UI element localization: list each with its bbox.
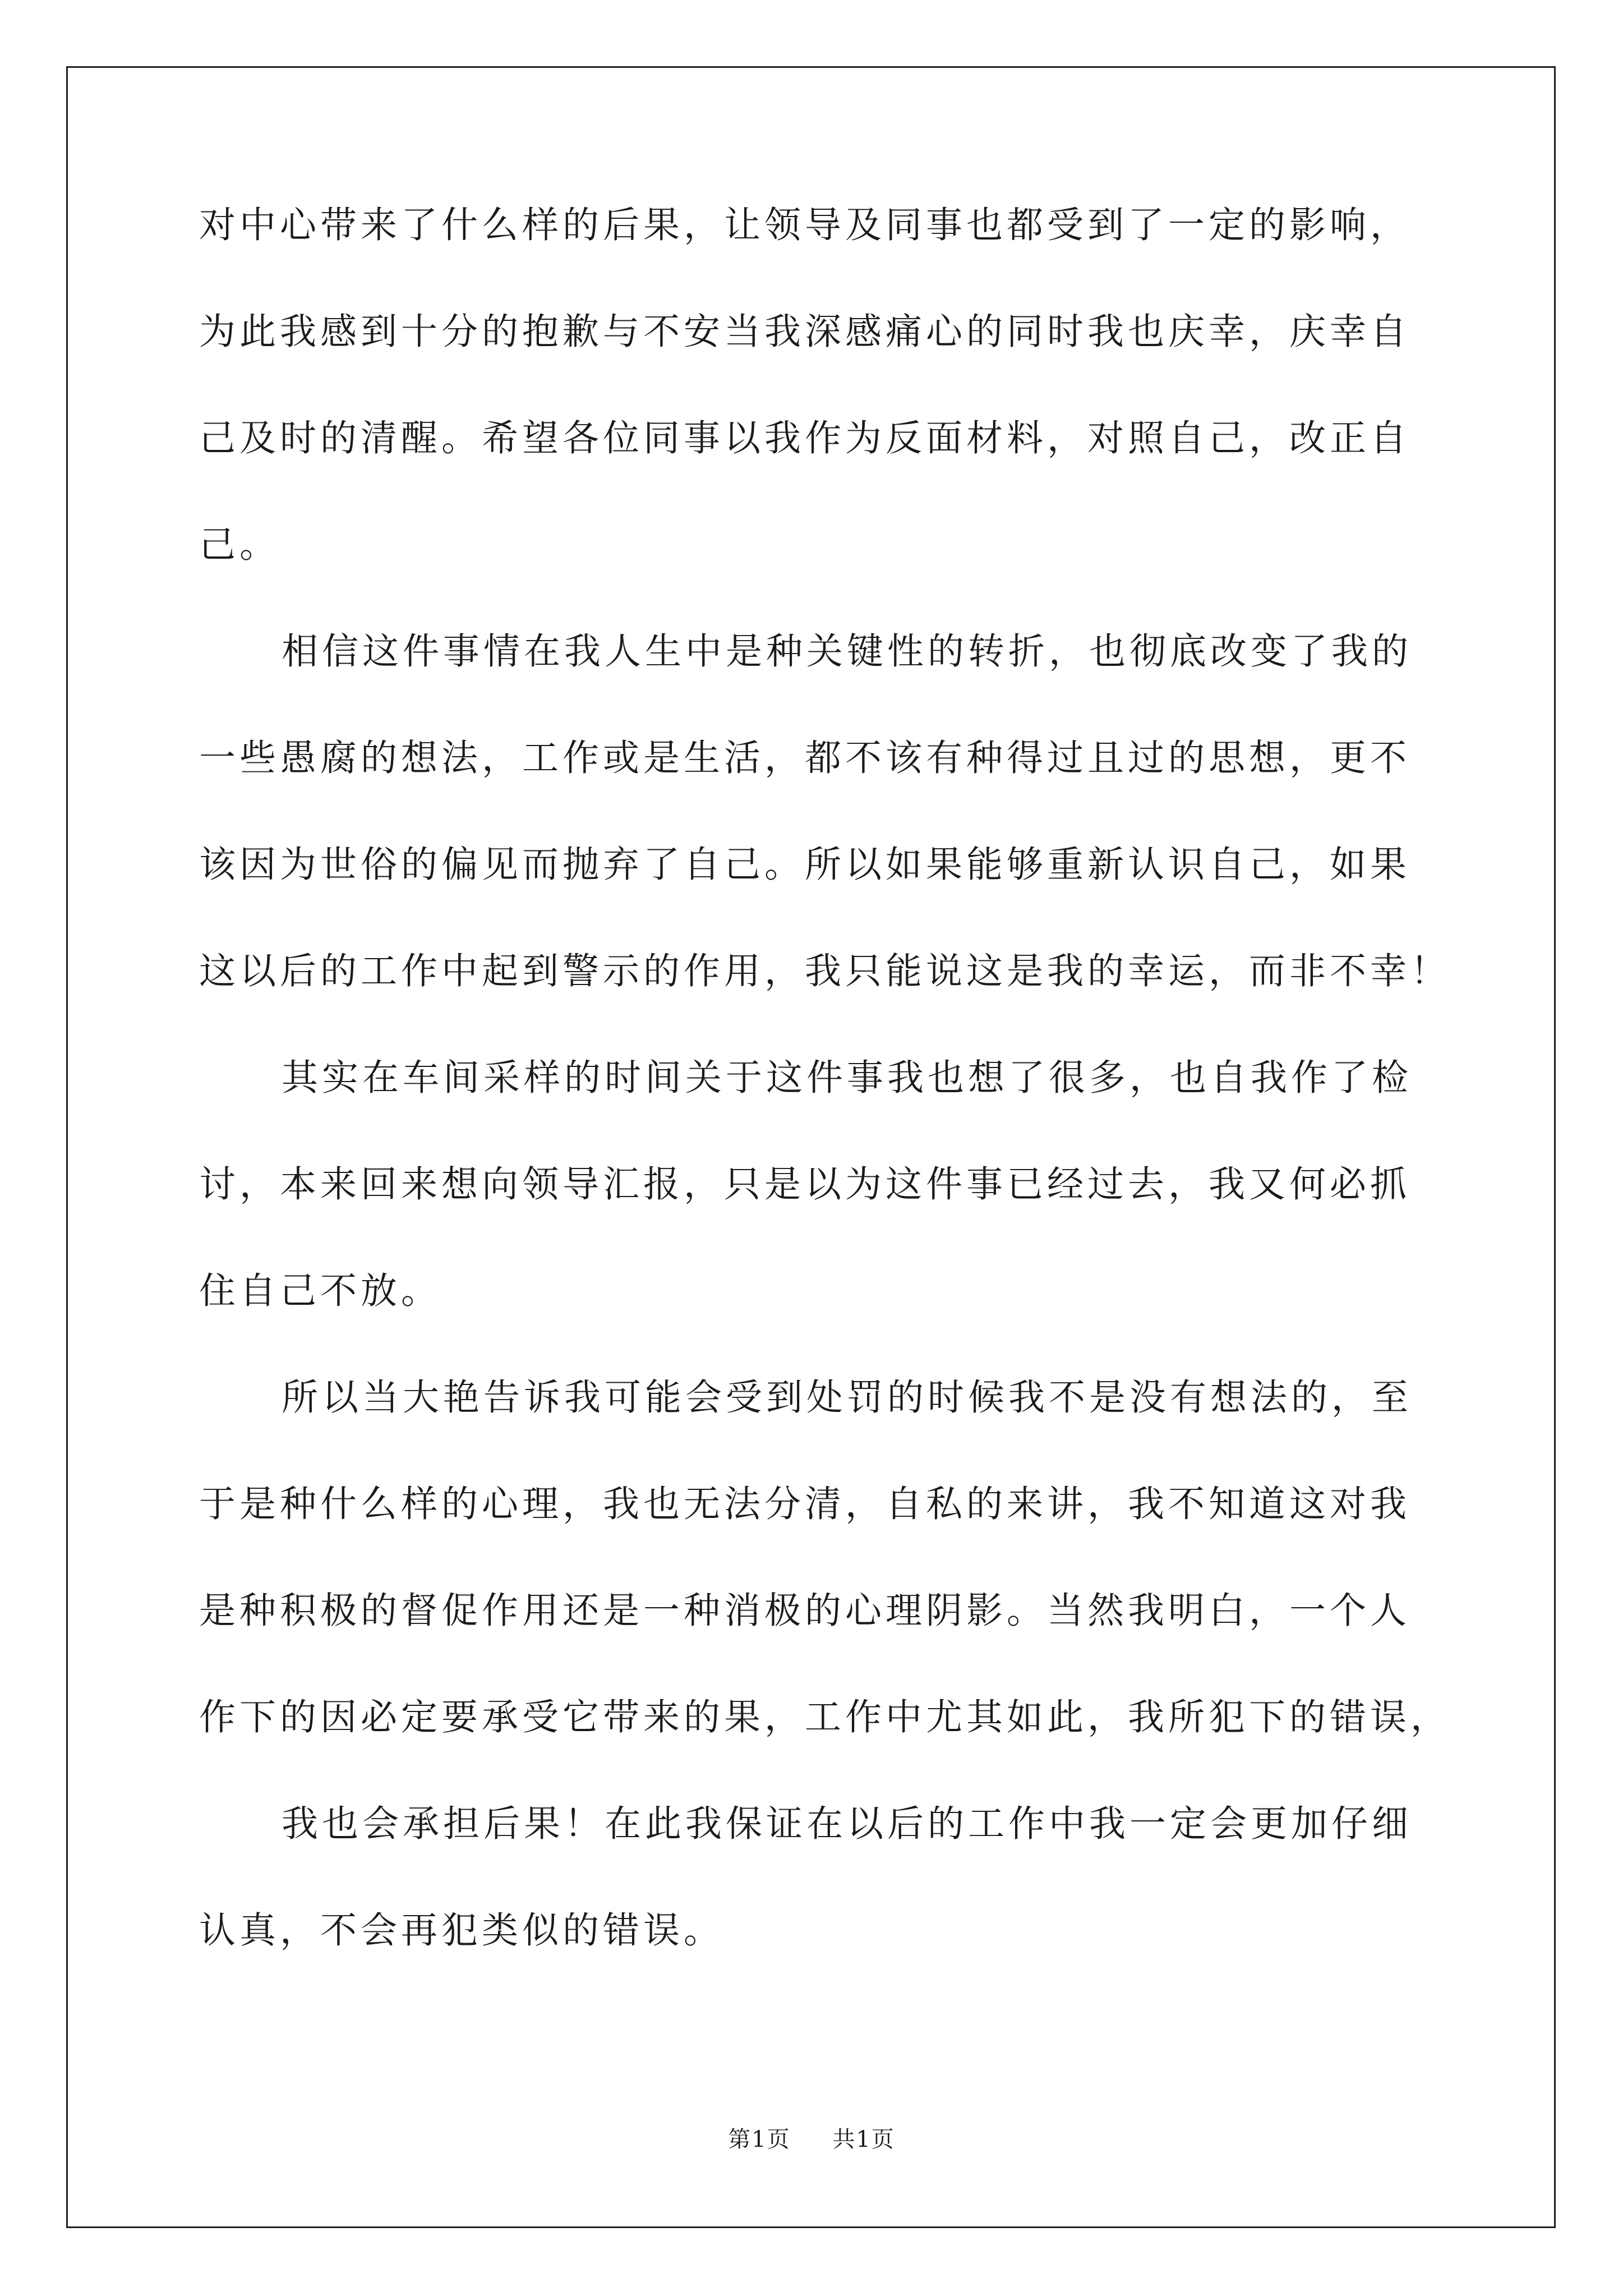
text-line: 己及时的清醒。希望各位同事以我作为反面材料，对照自己，改正自 — [199, 417, 1411, 459]
text-line: 相信这件事情在我人生中是种关键性的转折，也彻底改变了我的 — [282, 631, 1413, 673]
text-line: 为此我感到十分的抱歉与不安当我深感痛心的同时我也庆幸，庆幸自 — [199, 311, 1411, 353]
text-line: 认真，不会再犯类似的错误。 — [199, 1910, 725, 1952]
document-body — [199, 197, 1451, 2009]
page-number-total: 共1页 — [832, 2127, 895, 2152]
text-line: 我也会承担后果！在此我保证在以后的工作中我一定会更加仔细 — [282, 1803, 1413, 1845]
text-line: 住自己不放。 — [199, 1270, 442, 1312]
text-line: 这以后的工作中起到警示的作用，我只能说这是我的幸运，而非不幸！ — [199, 950, 1451, 992]
text-line: 其实在车间采样的时间关于这件事我也想了很多，也自我作了检 — [282, 1057, 1413, 1099]
page-number-current: 第1页 — [728, 2127, 791, 2152]
text-line: 该因为世俗的偏见而抛弃了自己。所以如果能够重新认识自己，如果 — [199, 844, 1411, 886]
text-line: 己。 — [199, 524, 280, 566]
text-line: 一些愚腐的想法，工作或是生活，都不该有种得过且过的思想，更不 — [199, 737, 1411, 779]
text-line: 讨，本来回来想向领导汇报，只是以为这件事已经过去，我又何必抓 — [199, 1163, 1411, 1205]
text-line: 对中心带来了什么样的后果，让领导及同事也都受到了一定的影响， — [199, 204, 1411, 246]
text-line: 作下的因必定要承受它带来的果，工作中尤其如此，我所犯下的错误， — [199, 1696, 1451, 1738]
text-line: 所以当大艳告诉我可能会受到处罚的时候我不是没有想法的，至 — [282, 1377, 1413, 1419]
text-line: 是种积极的督促作用还是一种消极的心理阴影。当然我明白，一个人 — [199, 1590, 1411, 1632]
text-line: 于是种什么样的心理，我也无法分清，自私的来讲，我不知道这对我 — [199, 1483, 1411, 1525]
page-footer — [0, 2122, 1623, 2154]
